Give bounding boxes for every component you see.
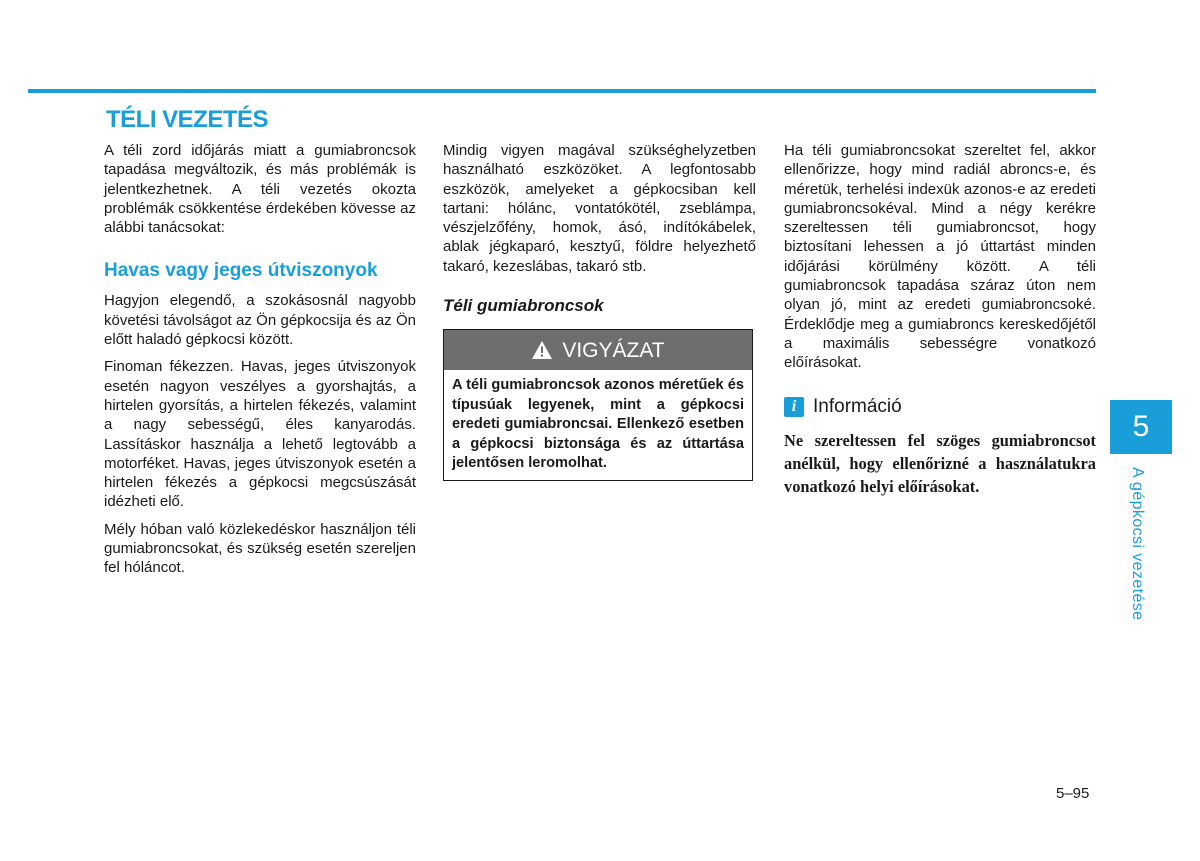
- warning-header: [444, 330, 752, 370]
- warning-triangle-icon: [531, 340, 553, 360]
- paragraph-braking: Finoman fékezzen. Havas, jeges útviszonyok esetén nagyon veszélyes a gyorshajtás, a hirtelen gyorsítás, a hirtelen fékezés, valamint a nagy sebességű, éles kanyarodás. Lassításkor használja a lehető legtovább a motorféket. Havas, jeges útviszonyok esetén a hirtelen fékezés a gépkocsi megcsúszását idézheti elő.: [104, 358, 416, 511]
- info-body: Ne szereltessen fel szöges gumiabroncsot anélkül, hogy ellenőrizné a használatukra vonatkozó helyi előírásokat.: [784, 430, 1096, 496]
- paragraph-deep-snow: Mély hóban való közlekedéskor használjon téli gumiabroncsokat, és szükség esetén szereljen fel hóláncot.: [104, 520, 416, 577]
- column-middle: [443, 141, 756, 481]
- warning-box: [443, 329, 753, 481]
- paragraph-emergency-equipment: Mindig vigyen magával szükséghelyzetben használható eszközöket. A legfontosabb eszközök, amelyeket a gépkocsiban kell tartani: hólánc, vontatókötél, zseblámpa, vészjelzőfény, homok, ásó, indítókábelek, ablak jégkaparó, kesztyű, földre helyezhető takaró, kezeslábas, takaró stb.: [443, 142, 756, 275]
- warning-body: A téli gumiabroncsok azonos méretűek és típusúak legyenek, mint a gépkocsi eredeti gumiabroncsai. Ellenkező esetben a gépkocsi biztonsága és az úttartása jelentősen leromolhat.: [452, 377, 744, 472]
- page-title: TÉLI VEZETÉS: [106, 106, 269, 133]
- warning-title: VIGYÁZAT: [562, 338, 665, 362]
- top-rule: [28, 89, 1096, 93]
- info-title: Információ: [813, 395, 902, 417]
- chapter-title-vertical: A gépkocsi vezetése: [1129, 467, 1146, 621]
- column-right: [784, 141, 1096, 498]
- paragraph-tire-check: Ha téli gumiabroncsokat szereltet fel, akkor ellenőrizze, hogy mind radiál abroncs-e, és méretük, terhelési indexük azonos-e az eredeti gumiabroncsokéval. Mind a négy kerékre szereltessen téli gumiabroncsot, hogy biztosítani lehessen a jó úttartást minden időjárási körülmény között. A téli gumiabroncsok tapadása száraz úton nem olyan jó, mint az eredeti gumiabroncsoké. Érdeklődje meg a gumiabroncs kereskedőjétől a maximális sebességre vonatkozó előírásokat.: [784, 142, 1096, 372]
- page-number: 5–95: [1056, 785, 1090, 802]
- section-heading-snowy-roads: Havas vagy jeges útviszonyok: [104, 260, 378, 282]
- info-heading: [784, 397, 1096, 417]
- sub-heading-winter-tires: Téli gumiabroncsok: [443, 296, 604, 316]
- column-left: [104, 141, 416, 586]
- paragraph-following-distance: Hagyjon elegendő, a szokásosnál nagyobb követési távolságot az Ön gépkocsija és az Ön előtt haladó gépkocsi között.: [104, 292, 416, 349]
- chapter-number-tab: 5: [1110, 400, 1172, 454]
- intro-paragraph: A téli zord időjárás miatt a gumiabroncsok tapadása megváltozik, és más problémák is jelentkezhetnek. A téli vezetés okozta problémák csökkentése érdekében kövesse az alábbi tanácsokat:: [104, 142, 416, 237]
- info-icon: i: [784, 397, 804, 417]
